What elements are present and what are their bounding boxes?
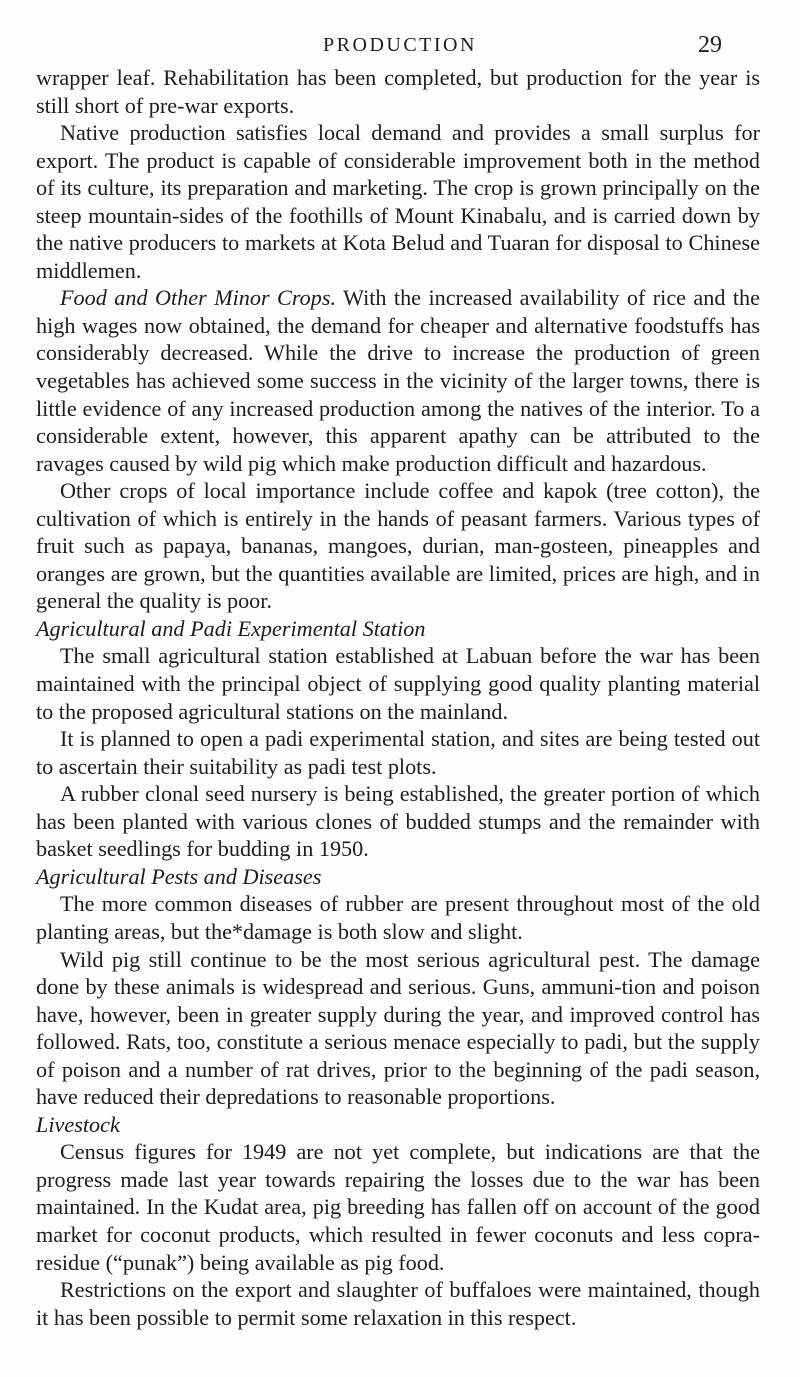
paragraph-labuan-station: The small agricultural station established at Labuan before the war has been maintained with the principal object of supplying good quality planting material to the proposed agricultural stations on the mainland. [36,643,760,724]
section-heading-pests: Agricultural Pests and Diseases [36,863,322,889]
paragraph-other-crops: Other crops of local importance include coffee and kapok (tree cotton), the cultivation of which is entirely in the hands of peasant farmers. Various types of fruit such as papaya, bananas, mangoes, durian, man-gosteen, pineapples and oranges are grown, but the quantities available are limited, prices are high, and in general the quality is poor. [36,478,760,614]
paragraph-rubber-nursery: A rubber clonal seed nursery is being established, the greater portion of which has been planted with various clones of budded stumps and the remainder with basket seedlings for budding in 1950. [36,781,760,862]
page-number: 29 [698,32,722,58]
paragraph-rubber-diseases: The more common diseases of rubber are present throughout most of the old planting areas, but the*damage is both slow and slight. [36,891,760,944]
paragraph-native-production: Native production satisfies local demand and provides a small surplus for export. The product is capable of considerable improvement both in the method of its culture, its preparation and marketing. The crop is grown principally on the steep mountain-sides of the foothills of Mount Kinabalu, and is carried down by the native producers to markets at Kota Belud and Tuaran for disposal to Chinese middlemen. [36,120,760,283]
page-body [36,64,760,1331]
paragraph-buffaloes: Restrictions on the export and slaughter of buffaloes were maintained, though it has been possible to permit some relaxation in this respect. [36,1277,760,1330]
paragraph-text: With the increased availability of rice and the high wages now obtained, the demand for cheaper and alternative foodstuffs has considerably decreased. While the drive to increase the production of green vegetables has achieved some success in the vicinity of the larger towns, there is little evidence of any increased production among the natives of the interior. To a considerable extent, however, this apparent apathy can be attributed to the ravages caused by wild pig which make production difficult and hazardous. [36,285,760,476]
paragraph-food-minor-crops [36,284,760,477]
run-in-heading: Food and Other Minor Crops. [60,285,336,311]
paragraph-padi-station: It is planned to open a padi experimental station, and sites are being tested out to ascertain their suitability as padi test plots. [36,726,760,779]
section-heading-livestock: Livestock [36,1111,120,1137]
running-title: PRODUCTION [323,34,477,56]
paragraph-census: Census figures for 1949 are not yet complete, but indications are that the progress made last year towards repairing the losses due to the war has been maintained. In the Kudat area, pig breeding has fallen off on account of the good market for coconut products, which resulted in fewer coconuts and less copra-residue (“punak”) being available as pig food. [36,1139,760,1275]
section-heading-station: Agricultural and Padi Experimental Station [36,615,426,641]
paragraph-wild-pig: Wild pig still continue to be the most serious agricultural pest. The damage done by these animals is widespread and serious. Guns, ammuni-tion and poison have, however, been in greater supply during the year, and improved control has followed. Rats, too, constitute a serious menace especially to padi, but the supply of poison and a number of rat drives, prior to the beginning of the padi season, have reduced their depredations to reasonable proportions. [36,946,760,1110]
paragraph-continuation: wrapper leaf. Rehabilitation has been completed, but production for the year is still short of pre-war exports. [36,65,760,118]
running-header [0,34,800,64]
